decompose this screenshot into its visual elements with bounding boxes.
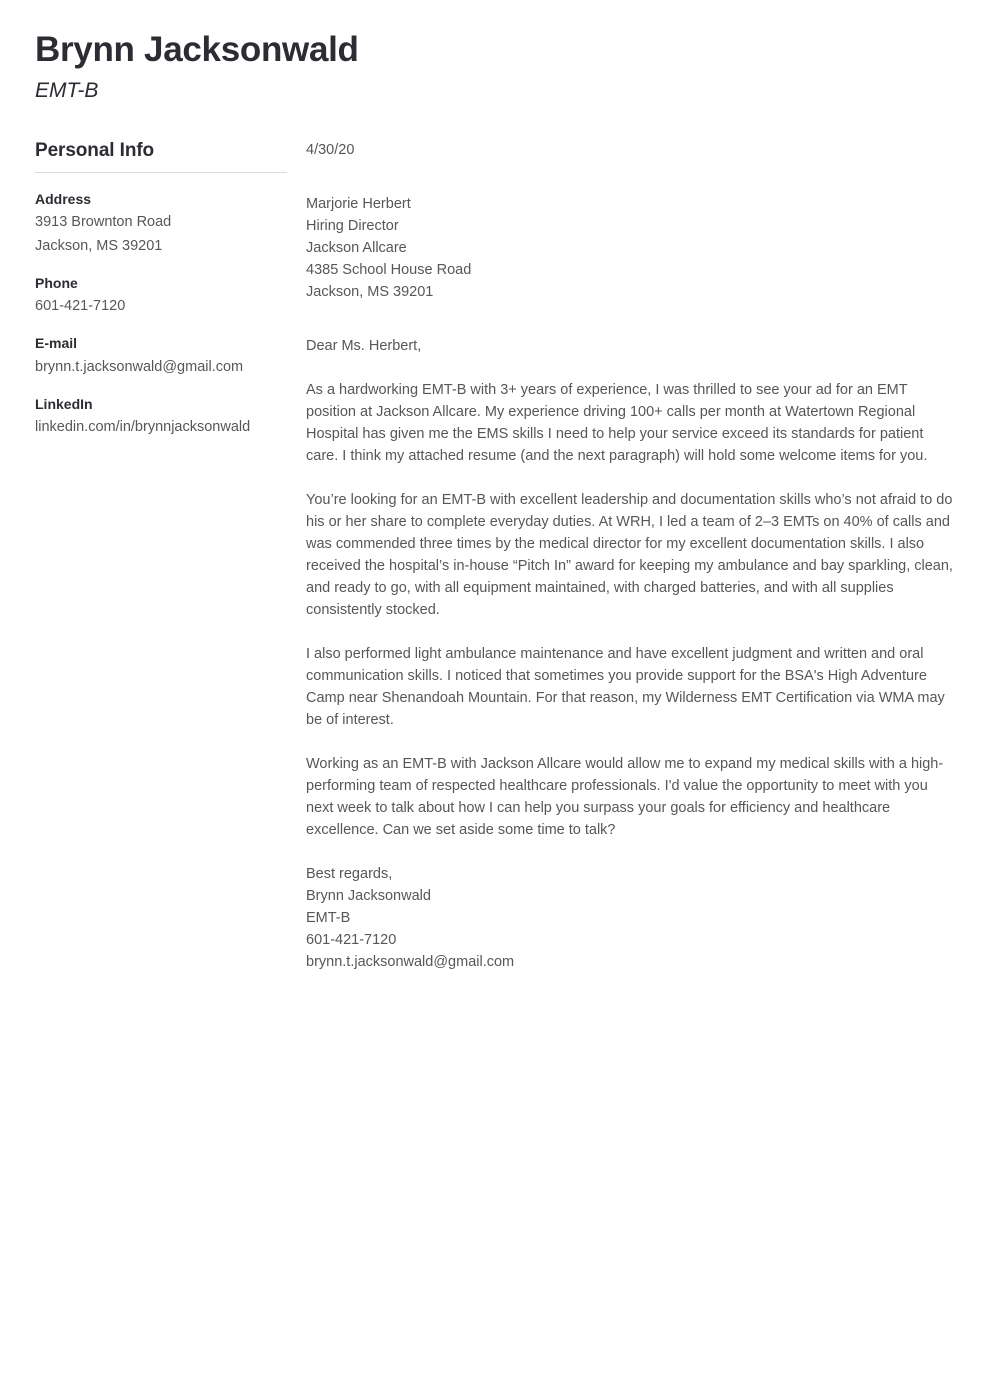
letter-date-block <box>306 139 954 161</box>
info-group-phone <box>35 273 287 317</box>
letter-body <box>306 139 954 973</box>
info-label: Address <box>35 190 92 207</box>
signature-block <box>306 863 954 973</box>
letter-paragraph: I also performed light ambulance maintenance and have excellent judgment and written and oral communication skills. I noticed that sometimes you provide support for the BSA's High Adventure Camp near Shenandoah Mountain. For that reason, my Wilderness EMT Certification via WMA may be of interest. <box>306 646 945 728</box>
info-group-email <box>35 333 287 377</box>
info-value: 601-421-7120 <box>35 298 126 315</box>
recipient-city-state-zip: Jackson, MS 39201 <box>306 284 434 300</box>
signoff: Best regards, <box>306 866 393 882</box>
candidate-job-title: EMT-B <box>35 79 99 103</box>
signature-phone: 601-421-7120 <box>306 932 397 948</box>
info-value: brynn.t.jacksonwald@gmail.com <box>35 358 244 375</box>
info-group-address <box>35 189 287 257</box>
personal-info-sidebar <box>35 139 287 438</box>
info-value: Jackson, MS 39201 <box>35 238 163 255</box>
signature-name: Brynn Jacksonwald <box>306 888 431 904</box>
personal-info-heading: Personal Info <box>35 140 155 161</box>
recipient-name: Marjorie Herbert <box>306 196 411 212</box>
letter-date: 4/30/20 <box>306 142 355 158</box>
recipient-title: Hiring Director <box>306 218 399 234</box>
info-value: linkedin.com/in/brynnjacksonwald <box>35 419 251 436</box>
section-divider <box>35 172 287 173</box>
salutation-block <box>306 335 954 357</box>
info-group-linkedin <box>35 394 287 438</box>
letter-paragraph: You’re looking for an EMT-B with excellent leadership and documentation skills who’s not afraid to do his or her share to complete everyday duties. At WRH, I led a team of 2–3 EMTs on 40% of calls and was commended three times by the medical director for my excellent documentation skills. I also received the hospital’s in-house “Pitch In” award for keeping my ambulance and bay sparkling, clean, and ready to go, with all equipment maintained, with charged batteries, and with all supplies consistently stocked. <box>306 492 953 618</box>
recipient-street: 4385 School House Road <box>306 262 472 278</box>
letter-paragraph: As a hardworking EMT-B with 3+ years of experience, I was thrilled to see your ad for an EMT position at Jackson Allcare. My experience driving 100+ calls per month at Watertown Regional Hospital has given me the EMS skills I need to help your service exceed its standards for patient care. I think my attached resume (and the next paragraph) will hold some welcome items for you. <box>306 382 928 464</box>
signature-email: brynn.t.jacksonwald@gmail.com <box>306 954 515 970</box>
letter-paragraph: Working as an EMT-B with Jackson Allcare would allow me to expand my medical skills with a high-performing team of respected healthcare professionals. I'd value the opportunity to meet with you next week to talk about how I can help you surpass your goals for efficiency and healthcare excellence. Can we set aside some time to talk? <box>306 756 944 838</box>
salutation: Dear Ms. Herbert, <box>306 338 422 354</box>
candidate-name: Brynn Jacksonwald <box>35 30 359 69</box>
info-label: E-mail <box>35 335 78 352</box>
info-label: Phone <box>35 275 78 292</box>
letter-header <box>35 30 635 103</box>
info-label: LinkedIn <box>35 395 93 412</box>
recipient-company: Jackson Allcare <box>306 240 407 256</box>
recipient-address-block <box>306 193 954 303</box>
info-value: 3913 Brownton Road <box>35 214 172 231</box>
signature-title: EMT-B <box>306 910 351 926</box>
